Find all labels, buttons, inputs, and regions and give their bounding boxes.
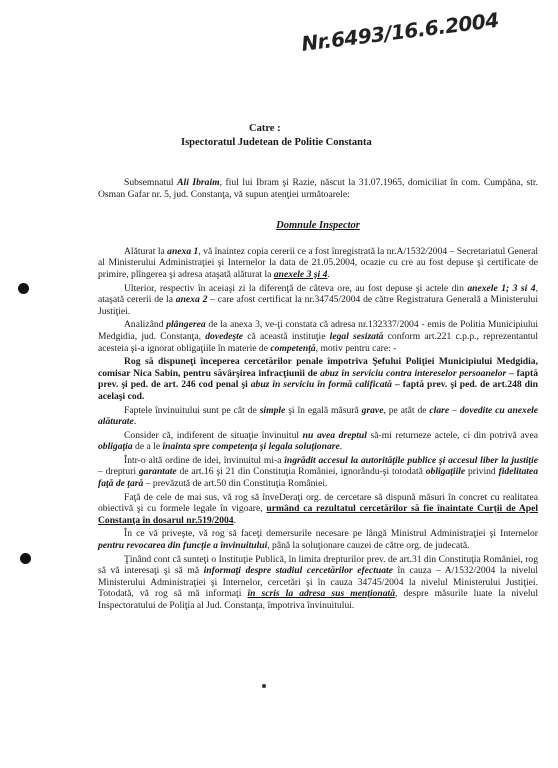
paragraph-4: Rog să dispuneţi începerea cercetărilor penale împotriva Şefului Poliţiei Municipiului Medgidia, comisar Nica Sabin, pentru săvârşirea infracţiunii de abuz în serviciu contra intereselor persoanelor – faptă prev. şi ped. de art. 246 cod penal şi abuz în serviciu în formă calificată – faptă prev. şi ped. de art.248 din acelaşi cod. bbox=[98, 356, 538, 402]
paragraph-8: Faţă de cele de mai sus, vă rog să înveDeraţi org. de cercetare să dispună măsuri în concret cu realitatea obiectivă şi cu formele legale în vigoare, urmând ca rezultatul cercetărilor să fie înaintate Curţii de Apel Constanţa în dosarul nr.519/2004. bbox=[98, 491, 539, 526]
scan-speck bbox=[262, 684, 266, 688]
paragraph-7: Într-o altă ordine de idei, învinuitul mi-a îngrădit accesul la autorităţile publice şi accesul liber la justiţie – drepturi garantate de art.16 şi 21 din Constituţia României, ignorându-şi totodată obligaţiile privind fidelitatea faţă de ţară – prevăzută de art.50 din Constituţia României. bbox=[98, 454, 538, 490]
handwritten-reference: Nr.6493/16.6.2004 bbox=[300, 7, 500, 56]
paragraph-6: Consider că, indiferent de situaţie învinuitul nu avea dreptul să-mi returneze actele, ci din potrivă avea obligaţia de a le înainta spre competenţa şi legala soluţionare. bbox=[98, 429, 538, 453]
punch-hole-bottom bbox=[20, 553, 31, 564]
letter-body bbox=[98, 177, 538, 614]
paragraph-3: Analizând plângerea de la anexa 3, ve-ţi constata că adresa nr.132337/2004 - emis de Politia Municipiului Medgidia, jud. Constanţa, dovedeşte că această instituţie legal sesizată conform art.221 c.p.p., reprezentantul acesteia şi-a ignorat obligaţiile în materie de competenţă, motiv pentru care: - bbox=[98, 319, 538, 354]
intro-paragraph: Subsemnatul Ali Ibraim, fiul lui Ibram şi Razie, născut la 31.07.1965, domiciliat în com. Cumpăna, str. Osman Gafar nr. 5, jud. Constanţa, vă supun atenţiei următoarele: bbox=[98, 177, 538, 200]
addressee-label: Catre : bbox=[249, 123, 281, 134]
paragraph-5: Faptele învinuitului sunt pe cât de simple şi în egală măsură grave, pe atât de clare – dovedite cu anexele alăturate. bbox=[98, 404, 539, 428]
addressee-institution: Ispectoratul Judetean de Politie Constanta bbox=[181, 137, 372, 148]
punch-hole-top bbox=[18, 283, 29, 294]
salutation: Domnule Inspector bbox=[276, 220, 360, 232]
paragraph-1: Alăturat la anexa 1, vă înaintez copia cererii ce a fost înregistrată la nr.A/1532/2004 – Secretariatul General al Ministerului Administraţiei şi Internelor la data de 21.05.2004, ocazie cu cre au fost depuse şi certificate de primire, plîngerea şi adresa ataşată alăturat la anexele 3 şi 4. bbox=[98, 245, 538, 280]
petitioner-name: Ali Ibraim bbox=[177, 177, 220, 188]
paragraph-2: Ulterior, respectiv în aceiaşi zi la diferenţă de câteva ore, au fost depuse şi actele din anexele 1; 3 si 4, ataşată cererii de la anexa 2 – care afost certificat la nr.34745/2004 de către Registratura Generală a Ministerului Justiţiei. bbox=[98, 282, 539, 317]
paragraph-10: Ţinând cont că sunteţi o Instituţie Publică, în limita drepturilor prev. de art.31 din Constituţia României, rog să vă interesaţi şi să mă informaţi despre stadiul cercetărilor efectuate în cauza – A/1532/2004 la nivelul Ministerului Administraţiei şi Internelor, cercetări şi în cauza 34745/2004 la nivelul Ministerului Justiţiei. Totodată, vă rog să mă informaţi în scris la adresa sus menţionată, despre măsurile luate la nivelul Inspectoratului de Poliţia al Jud. Constanţa, împotriva învinuitului. bbox=[98, 553, 538, 611]
paragraph-9: În ce vă priveşte, vă rog să faceţi demersurile necesare pe lângă Ministrul Administraţiei şi Internelor pentru revocarea din funcţie a învinuitului, până la soluţionare cauzei de către org. de judecată. bbox=[98, 528, 538, 552]
